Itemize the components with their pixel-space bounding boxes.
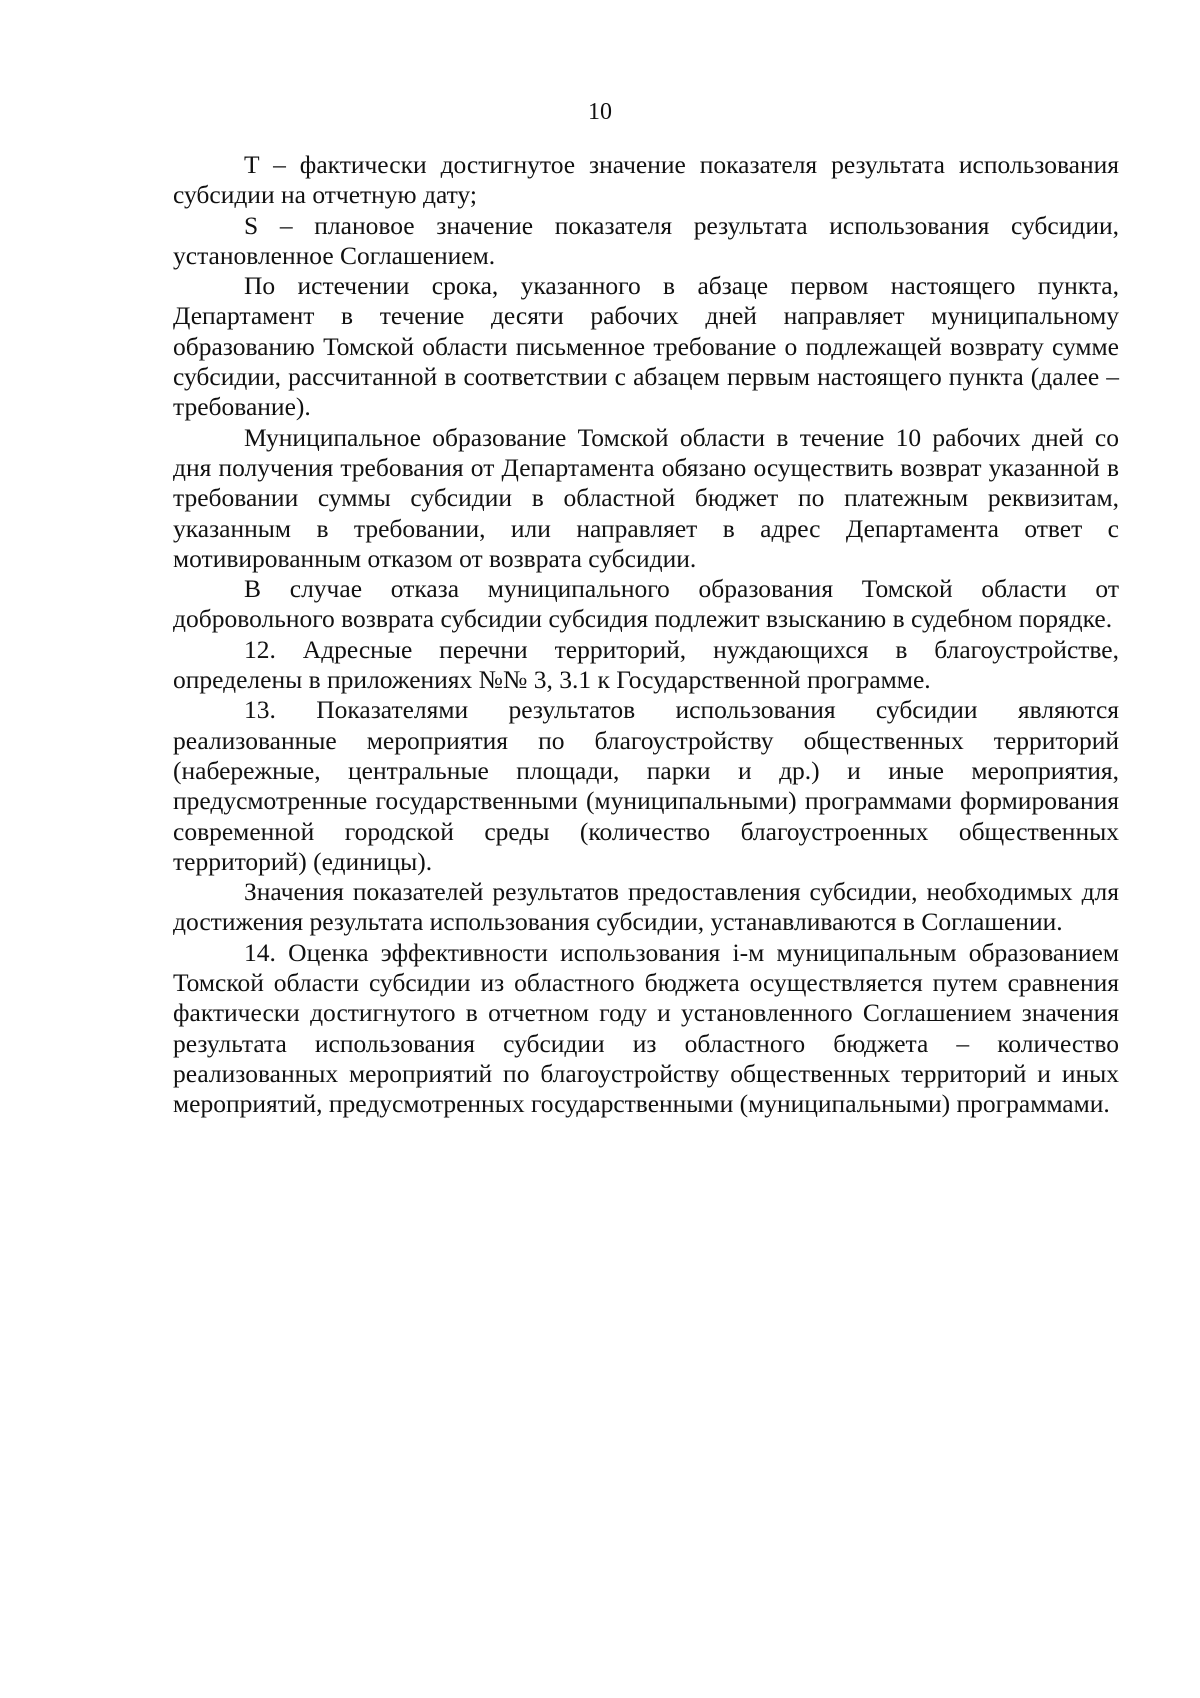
- paragraph-indicator-values: Значения показателей результатов предоставления субсидии, необходимых для достижения результата использования субсидии, устанавливаются в Соглашении.: [173, 877, 1119, 937]
- paragraph-s-definition: S – плановое значение показателя результата использования субсидии, установленное Соглашением.: [173, 210, 1119, 270]
- paragraph-item-13: 13. Показателями результатов использования субсидии являются реализованные мероприятия по благоустройству общественных территорий (набережные, центральные площади, парки и др.) и иные мероприятия, предусмотренные государственными (муниципальными) программами формирования современной городской среды (количество благоустроенных общественных территорий) (единицы).: [173, 695, 1119, 876]
- paragraph-item-14: 14. Оценка эффективности использования i-м муниципальным образованием Томской области субсидии из областного бюджета осуществляется путем сравнения фактически достигнутого в отчетном году и установленного Соглашением значения результата использования субсидии из областного бюджета – количество реализованных мероприятий по благоустройству общественных территорий и иных мероприятий, предусмотренных государственными (муниципальными) программами.: [173, 937, 1119, 1119]
- paragraph-item-12: 12. Адресные перечни территорий, нуждающихся в благоустройстве, определены в приложениях №№ 3, 3.1 к Государственной программе.: [173, 634, 1119, 695]
- paragraph-requirement-notice: По истечении срока, указанного в абзаце первом настоящего пункта, Департамент в течение десяти рабочих дней направляет муниципальному образованию Томской области письменное требование о подлежащей возврату сумме субсидии, рассчитанной в соответствии с абзацем первым настоящего пункта (далее – требование).: [173, 271, 1119, 422]
- page-number: 10: [588, 99, 612, 125]
- document-body: [173, 150, 1119, 1120]
- paragraph-refund-obligation: Муниципальное образование Томской области в течение 10 рабочих дней со дня получения требования от Департамента обязано осуществить возврат указанной в требовании суммы субсидии в областной бюджет по платежным реквизитам, указанным в требовании, или направляет в адрес Департамента ответ с мотивированным отказом от возврата субсидии.: [173, 422, 1119, 573]
- paragraph-t-definition: T – фактически достигнутое значение показателя результата использования субсидии на отчетную дату;: [173, 150, 1119, 210]
- paragraph-refusal-recovery: В случае отказа муниципального образования Томской области от добровольного возврата субсидии субсидия подлежит взысканию в судебном порядке.: [173, 574, 1119, 634]
